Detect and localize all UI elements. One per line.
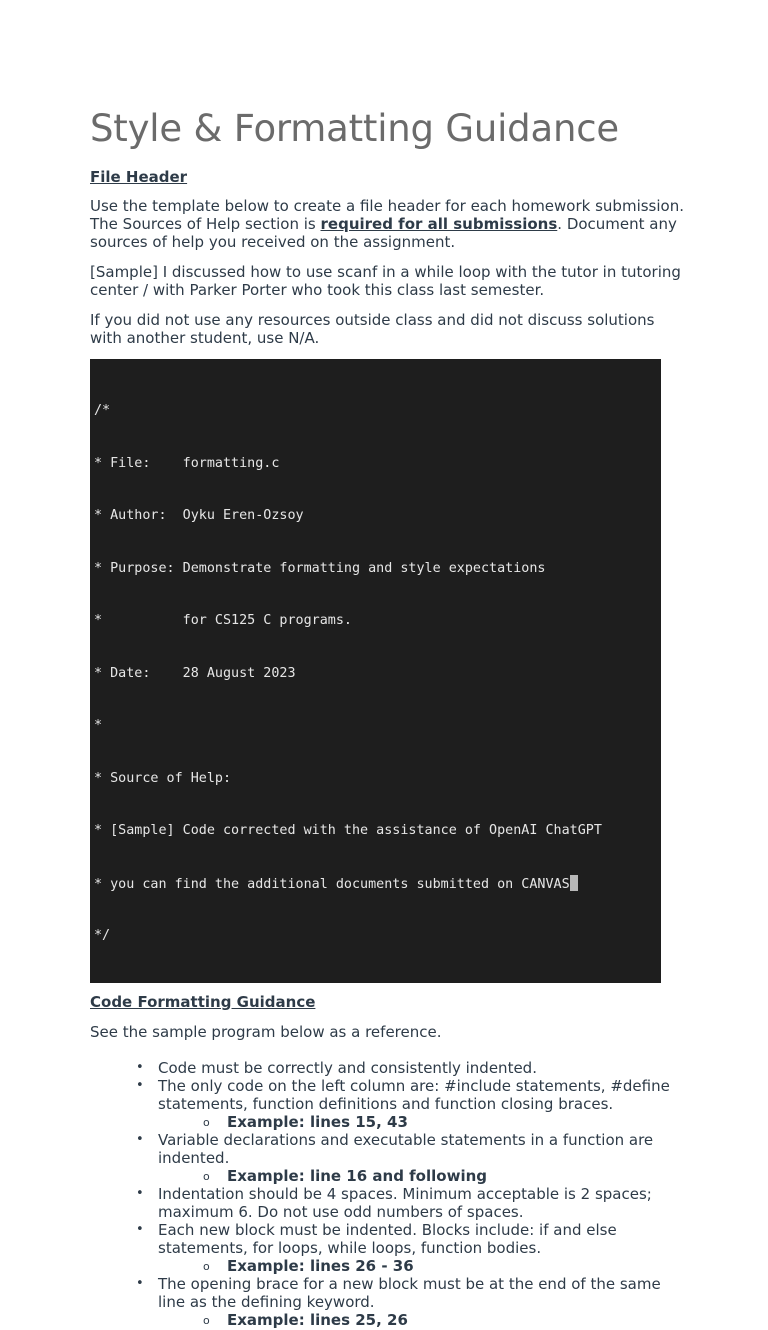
code-line: * Purpose: Demonstrate formatting and style expectations	[94, 560, 546, 576]
sub-list-item	[203, 1256, 690, 1275]
code-line: /*	[94, 403, 111, 418]
example-text: Example: lines 25, 26	[227, 1310, 408, 1329]
file-header-heading: File Header	[90, 168, 188, 186]
text-cursor	[570, 875, 578, 891]
bullet-marker: •	[136, 1059, 144, 1075]
example-text: Example: lines 26 - 36	[227, 1256, 414, 1275]
list-item	[136, 1220, 690, 1275]
sub-list-item	[203, 1310, 690, 1329]
code-line: * File: formatting.c	[94, 455, 280, 471]
list-item-text: Variable declarations and executable statements in a function are indented.	[158, 1130, 654, 1167]
code-line: * for CS125 C programs.	[94, 613, 352, 628]
sub-bullet-marker: o	[203, 1115, 210, 1129]
list-item-text: Indentation should be 4 spaces. Minimum acceptable is 2 spaces; maximum 6. Do not use odd numbers of spaces.	[158, 1184, 652, 1221]
document-page	[90, 107, 690, 1329]
sub-list	[158, 1113, 690, 1131]
bullet-marker: •	[136, 1185, 144, 1201]
sub-list-item	[203, 1112, 690, 1131]
code-line: * Author: Oyku Eren-Ozsoy	[94, 508, 304, 523]
paragraph-text: . Document any sources of help you received on the assignment.	[90, 215, 677, 251]
list-item	[136, 1274, 690, 1329]
sub-list	[158, 1257, 690, 1275]
bullet-marker: •	[136, 1275, 144, 1291]
file-header-paragraph-2: [Sample] I discussed how to use scanf in a while loop with the tutor in tutoring center / with Parker Porter who took this class last semester.	[90, 263, 681, 299]
page-title: Style & Formatting Guidance	[90, 107, 619, 150]
paragraph-text: Use the template below to create a file header for each homework submission. The Sources of Help section is	[90, 197, 684, 233]
code-formatting-heading: Code Formatting Guidance	[90, 992, 316, 1011]
list-item	[136, 1058, 690, 1077]
sub-bullet-marker: o	[203, 1169, 210, 1183]
sub-list	[158, 1311, 690, 1329]
code-formatting-intro: See the sample program below as a reference.	[90, 1022, 442, 1041]
list-item-text: Each new block must be indented. Blocks include: if and else statements, for loops, while loops, function bodies.	[158, 1220, 617, 1257]
code-line-with-cursor	[94, 875, 658, 893]
bullet-marker: •	[136, 1221, 144, 1237]
sub-list-item	[203, 1166, 690, 1185]
code-line: * Date: 28 August 2023	[94, 665, 296, 681]
bullet-marker: •	[136, 1131, 144, 1147]
example-text: Example: line 16 and following	[227, 1166, 487, 1185]
code-line: * Source of Help:	[94, 770, 232, 786]
required-emphasis: required for all submissions	[320, 215, 558, 233]
sub-list	[158, 1167, 690, 1185]
list-item	[136, 1076, 690, 1131]
list-item-text: The only code on the left column are: #include statements, #define statements, function definitions and function closing braces.	[158, 1076, 670, 1113]
sub-bullet-marker: o	[203, 1313, 210, 1327]
file-header-code-block	[90, 359, 661, 983]
sub-bullet-marker: o	[203, 1259, 210, 1273]
code-line: *	[94, 718, 103, 733]
file-header-paragraph-1	[90, 197, 690, 251]
list-item	[136, 1184, 690, 1221]
example-text: Example: lines 15, 43	[227, 1112, 408, 1131]
code-line: */	[94, 928, 111, 943]
list-item	[136, 1130, 690, 1185]
code-line: * [Sample] Code corrected with the assistance of OpenAI ChatGPT	[94, 823, 602, 838]
list-item-text: Code must be correctly and consistently indented.	[158, 1058, 537, 1077]
file-header-paragraph-3: If you did not use any resources outside class and did not discuss solutions with another student, use N/A.	[90, 311, 655, 347]
formatting-rules-list	[90, 1059, 690, 1329]
bullet-marker: •	[136, 1077, 144, 1093]
code-line-text: * you can find the additional documents submitted on CANVAS	[94, 876, 570, 892]
list-item-text: The opening brace for a new block must be at the end of the same line as the defining keyword.	[158, 1274, 661, 1311]
